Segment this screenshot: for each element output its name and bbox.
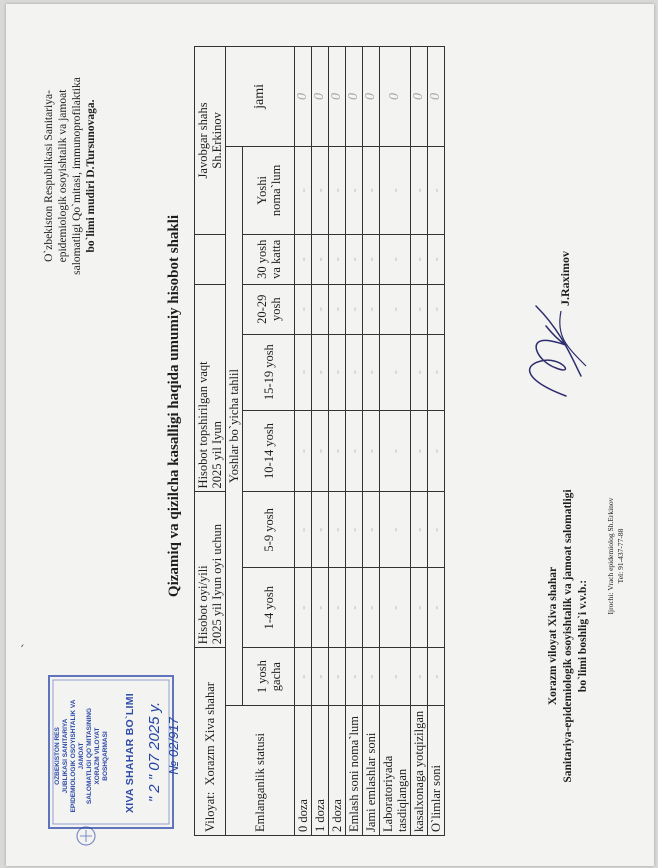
value-cell: - xyxy=(329,648,346,706)
responsible-cell xyxy=(195,47,226,235)
signatory-block xyxy=(546,446,591,826)
document-page xyxy=(6,4,654,866)
value-cell: - xyxy=(380,284,411,334)
addressee-line: epidemiologik osoyishtalik va jamoat xyxy=(57,89,69,263)
value-cell: - xyxy=(346,492,363,568)
value-cell: - xyxy=(380,492,411,568)
stamp-line: JUBLIKASI SANITARIYA xyxy=(62,718,69,794)
region-value: Xorazm Xiva shahar xyxy=(203,682,217,786)
age-column-header: 5-9 yosh xyxy=(243,492,295,568)
value-cell: - xyxy=(346,334,363,410)
value-cell: - xyxy=(380,334,411,410)
value-cell: - xyxy=(312,568,329,648)
table-row xyxy=(411,47,428,836)
value-cell: - xyxy=(411,648,428,706)
row-label: Jami emlashlar soni xyxy=(363,706,380,836)
value-cell: - xyxy=(329,234,346,284)
performer-line: Tel: 91-437-77-88 xyxy=(616,528,625,584)
table-row xyxy=(312,47,329,836)
value-cell: - xyxy=(295,568,312,648)
table-row xyxy=(226,47,243,836)
value-cell: - xyxy=(346,146,363,234)
value-cell: - xyxy=(295,410,312,492)
value-cell: - xyxy=(363,284,380,334)
org-line: Xorazm viloyat Xiva shahar xyxy=(547,566,559,706)
value-cell: - xyxy=(363,568,380,648)
status-header: Emlanganlik statusi xyxy=(226,706,295,836)
value-cell: - xyxy=(329,492,346,568)
value-cell: - xyxy=(346,568,363,648)
value-cell: - xyxy=(380,146,411,234)
table-row xyxy=(195,47,226,836)
total-header: jami xyxy=(226,47,295,147)
stamp-department: XIVA SHAHAR BO`LIMI xyxy=(124,692,136,814)
value-cell: - xyxy=(295,492,312,568)
value-cell: - xyxy=(295,284,312,334)
addressee-line: O`zbekiston Respublikasi Sanitariya- xyxy=(43,90,55,262)
row-label: 1 doza xyxy=(312,706,329,836)
value-cell: - xyxy=(411,410,428,492)
document-title: Qizamiq va qizilcha kasalligi haqida umumiy hisobot shakli xyxy=(166,214,182,598)
row-label: kasalxonaga yotqizilgan xyxy=(411,706,428,836)
total-cell: 0 xyxy=(380,47,411,147)
value-cell: - xyxy=(428,568,445,648)
stamp-line: OZBEKISTON RES xyxy=(54,727,61,785)
value-cell: - xyxy=(428,410,445,492)
value-cell: - xyxy=(329,146,346,234)
value-cell: - xyxy=(329,334,346,410)
submitted-value: 2025 yil Iyun xyxy=(210,421,224,489)
stamp-line: SALOMATLIGI QO`MITASINING xyxy=(86,707,93,805)
value-cell: - xyxy=(346,648,363,706)
value-cell: - xyxy=(428,492,445,568)
row-label: 0 doza xyxy=(295,706,312,836)
stamp-line: EPIDEMIOLOGIK OSOYISHTALIK VA JAMOAT xyxy=(70,699,85,813)
stamp-line: BOSHQARMASI xyxy=(102,731,109,781)
signer-name: J.Raximov xyxy=(558,251,572,306)
table-row xyxy=(363,47,380,836)
value-cell: - xyxy=(329,568,346,648)
period-cell xyxy=(195,492,226,648)
tick-mark: ` xyxy=(20,643,35,648)
value-cell: - xyxy=(346,234,363,284)
stamp-line: XORAZM VILOYAT xyxy=(94,727,101,785)
table-row xyxy=(295,47,312,836)
region-label: Viloyat: xyxy=(203,791,217,832)
value-cell: - xyxy=(295,648,312,706)
period-label: Hisobot oyi/yili xyxy=(196,565,210,645)
value-cell: - xyxy=(428,334,445,410)
total-cell: 0 xyxy=(346,47,363,147)
value-cell: - xyxy=(380,234,411,284)
signature-icon xyxy=(506,296,596,406)
value-cell: - xyxy=(312,492,329,568)
table-row xyxy=(346,47,363,836)
value-cell: - xyxy=(428,648,445,706)
value-cell: - xyxy=(329,284,346,334)
org-line: bo`limi boshlig`i v.v.b.: xyxy=(577,579,589,693)
value-cell: - xyxy=(411,284,428,334)
total-cell: 0 xyxy=(411,47,428,147)
value-cell: - xyxy=(346,410,363,492)
responsible-label: Javobgar shahs xyxy=(196,102,210,179)
total-cell: 0 xyxy=(295,47,312,147)
value-cell: - xyxy=(380,568,411,648)
period-value: 2025 yil Iyun oyi uchun xyxy=(210,524,224,645)
value-cell: - xyxy=(411,568,428,648)
responsible-value: Sh.Erkinov xyxy=(210,112,224,169)
age-column-header: Yoshi noma`lum xyxy=(243,146,295,234)
submitted-label: Hisobot topshirilgan vaqt xyxy=(196,361,210,489)
value-cell: - xyxy=(363,334,380,410)
value-cell: - xyxy=(411,146,428,234)
age-group-header: Yoshlar bo`yicha tahlil xyxy=(226,146,243,705)
org-line: Sanitariya-epidemiologik osoyishtalik va jamoat salomatligi xyxy=(562,489,574,783)
table-body xyxy=(295,47,445,836)
value-cell: - xyxy=(363,234,380,284)
performer-line: Ijrochi: Vrach epidemiolog Sh.Erkinov xyxy=(606,497,615,615)
value-cell: - xyxy=(428,284,445,334)
value-cell: - xyxy=(363,410,380,492)
total-cell: 0 xyxy=(329,47,346,147)
addressee-line: bo`limi mudiri D.Tursunovaga. xyxy=(85,99,97,253)
value-cell: - xyxy=(312,648,329,706)
addressee-block xyxy=(42,46,98,306)
value-cell: - xyxy=(411,334,428,410)
report-table xyxy=(194,46,445,836)
value-cell: - xyxy=(363,648,380,706)
value-cell: - xyxy=(411,234,428,284)
table-row xyxy=(329,47,346,836)
value-cell: - xyxy=(312,146,329,234)
age-column-header: 1 yosh gacha xyxy=(243,648,295,706)
age-column-header: 1-4 yosh xyxy=(243,568,295,648)
age-column-header: 30 yosh va katta xyxy=(243,234,295,284)
value-cell: - xyxy=(295,146,312,234)
table-row xyxy=(380,47,411,836)
value-cell: - xyxy=(363,146,380,234)
submitted-cell xyxy=(195,284,226,492)
value-cell: - xyxy=(295,334,312,410)
stamp-text xyxy=(54,686,110,826)
value-cell: - xyxy=(312,284,329,334)
age-column-header: 15-19 yosh xyxy=(243,334,295,410)
row-label: Laboratoriyada tasdiqlangan xyxy=(380,706,411,836)
performer-block xyxy=(606,456,626,656)
age-column-header: 20-29 yosh xyxy=(243,284,295,334)
row-label: 2 doza xyxy=(329,706,346,836)
value-cell: - xyxy=(312,334,329,410)
total-cell: 0 xyxy=(363,47,380,147)
total-cell: 0 xyxy=(428,47,445,147)
value-cell: - xyxy=(312,410,329,492)
table-row xyxy=(428,47,445,836)
value-cell: - xyxy=(295,234,312,284)
row-label: Emlash soni noma`lum xyxy=(346,706,363,836)
rotated-content xyxy=(6,4,654,866)
row-label: O`limlar soni xyxy=(428,706,445,836)
value-cell: - xyxy=(411,492,428,568)
value-cell: - xyxy=(428,146,445,234)
value-cell: - xyxy=(312,234,329,284)
spacer-cell xyxy=(195,234,226,284)
region-cell xyxy=(195,648,226,836)
value-cell: - xyxy=(363,492,380,568)
value-cell: - xyxy=(380,410,411,492)
stamp-date: " 2 " 07 2025 y. xyxy=(146,701,163,803)
value-cell: - xyxy=(428,234,445,284)
addressee-line: salomatligi Qo`mitasi, immunoprofilaktika xyxy=(71,77,83,275)
stamp-number: № 02/917 xyxy=(166,717,181,775)
value-cell: - xyxy=(346,284,363,334)
value-cell: - xyxy=(380,648,411,706)
total-cell: 0 xyxy=(312,47,329,147)
age-column-header: 10-14 yosh xyxy=(243,410,295,492)
value-cell: - xyxy=(329,410,346,492)
